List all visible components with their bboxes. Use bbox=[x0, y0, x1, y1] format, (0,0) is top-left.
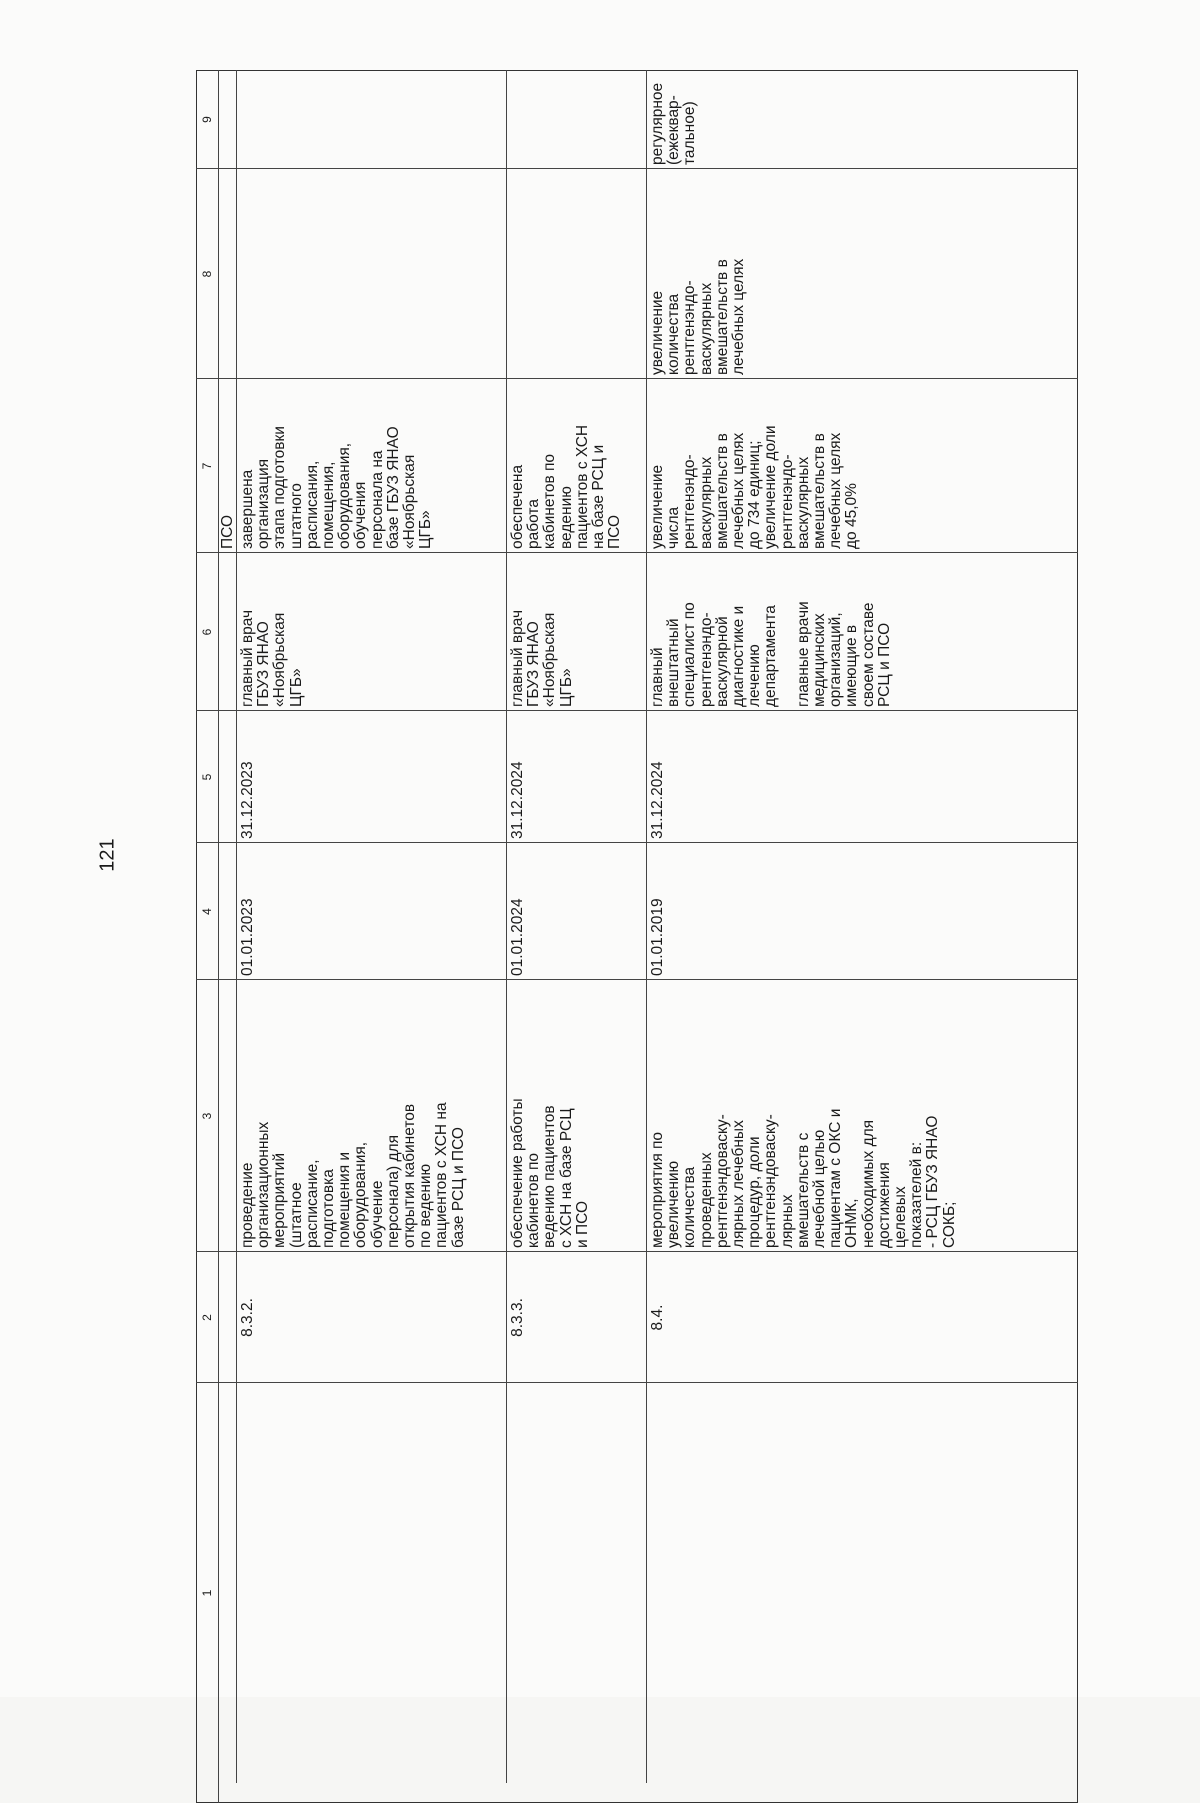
column-header: 5 bbox=[200, 773, 214, 781]
table-cell-num: 8.4. bbox=[649, 1304, 666, 1331]
column-header: 7 bbox=[200, 462, 214, 470]
table-cell-result: завершена организация этапа подготовки штатного расписания, помещения, оборудования, обучения персонала на базе ГБУЗ ЯНАО «Ноябрьская ЦГБ» bbox=[239, 426, 435, 549]
table-cell-periodicity bbox=[236, 70, 244, 169]
carryover-text: ПСО bbox=[219, 514, 236, 549]
column-header: 2 bbox=[200, 1314, 214, 1321]
column-header: 9 bbox=[200, 116, 214, 123]
table-cell-resp: главный врач ГБУЗ ЯНАО «Ноябрьская ЦГБ» bbox=[239, 609, 305, 707]
column-divider bbox=[196, 168, 1078, 169]
column-header: 4 bbox=[200, 908, 214, 915]
table-grid bbox=[196, 70, 1078, 1803]
table-cell-num: 8.3.3. bbox=[509, 1298, 526, 1337]
table-cell-num: 8.3.2. bbox=[239, 1298, 256, 1337]
table-cell-desc: обеспечение работы кабинетов по ведению пациентов с ХСН на базе РСЦ и ПСО bbox=[509, 1098, 591, 1248]
table-cell-result: увеличение числа рентгенэндо- васкулярных вмешательств в лечебных целях до 734 единиц; увеличение доли рентгенэндо- васкулярных вмешательств в лечебных целях до 45,0% bbox=[649, 425, 861, 549]
table-cell-desc: мероприятия по увеличению количества проведенных рентгенэндоваску- лярных лечебных процедур, доли рентгенэндоваску- лярных вмешательств с лечебной целью пациентам с ОКС и ОНМК, необходимых для достижения целевых показателей в: - РСЦ ГБУЗ ЯНАО СОКБ; bbox=[649, 1108, 958, 1248]
table-cell-indicator bbox=[506, 169, 514, 379]
column-divider bbox=[196, 710, 1078, 711]
column-divider bbox=[196, 842, 1078, 843]
table-cell-periodicity: регулярное (ежеквар- тальное) bbox=[649, 82, 699, 165]
table-cell-start: 01.01.2024 bbox=[509, 898, 526, 976]
page-number: 121 bbox=[96, 838, 119, 872]
table-cell-resp: главный внештатный специалист по рентгенэндо- васкулярной диагностике и лечению департамента главные врачи медицинских организаций, имеющие в своем составе РСЦ и ПСО bbox=[649, 601, 893, 707]
column-header: 6 bbox=[200, 628, 214, 636]
table-cell-start: 01.01.2023 bbox=[239, 898, 256, 976]
column-header: 1 bbox=[200, 1589, 214, 1597]
table-cell-indicator: увеличение количества рентгенэндо- васкулярных вмешательств в лечебных целях bbox=[649, 258, 748, 375]
table-cell-periodicity bbox=[506, 70, 514, 169]
row-divider bbox=[218, 70, 219, 1803]
table-cell-end: 31.12.2024 bbox=[509, 761, 526, 839]
table-cell-resp: главный врач ГБУЗ ЯНАО «Ноябрьская ЦГБ» bbox=[509, 609, 575, 707]
column-divider bbox=[196, 1382, 1078, 1383]
column-header: 3 bbox=[200, 1112, 214, 1120]
table-cell-start: 01.01.2019 bbox=[649, 898, 666, 976]
table-cell-end: 31.12.2024 bbox=[649, 761, 666, 839]
table-cell-result: обеспечена работа кабинетов по ведению пациентов с ХСН на базе РСЦ и ПСО bbox=[509, 424, 624, 549]
action-plan-table bbox=[196, 70, 1078, 1803]
table-cell-indicator bbox=[236, 169, 244, 379]
table-cell-end: 31.12.2023 bbox=[239, 761, 256, 839]
table-cell-desc: проведение организационных мероприятий (штатное расписание, подготовка помещения и оборудования, обучение персонала) для открытия кабинетов по ведению пациентов с ХСН на базе РСЦ и ПСО bbox=[239, 1102, 467, 1248]
column-header: 8 bbox=[200, 270, 214, 278]
